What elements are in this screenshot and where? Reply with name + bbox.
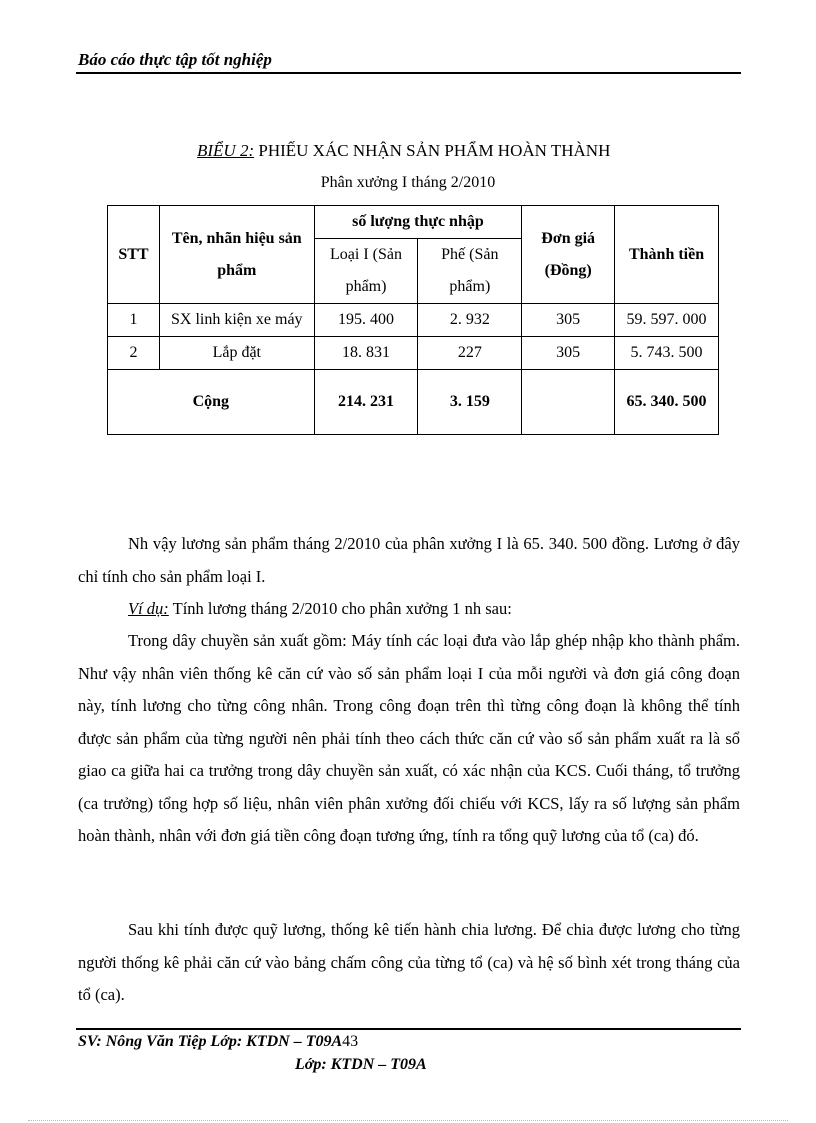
header-stt: STT	[108, 206, 160, 304]
row-product-name: Lắp đặt	[159, 337, 314, 370]
table-subtitle: Phân xưởng I tháng 2/2010	[320, 174, 496, 191]
total-scrap: 3. 159	[418, 370, 522, 435]
row-amount: 5. 743. 500	[615, 337, 719, 370]
row-scrap: 2. 932	[418, 304, 522, 337]
total-type-1: 214. 231	[314, 370, 418, 435]
header-quantity-group: số lượng thực nhập	[314, 206, 522, 239]
paragraph-process-text: Trong dây chuyền sản xuất gồm: Máy tính các loại đưa vào lắp ghép nhập kho thành phẩm. Như vậy nhân viên thống kê căn cứ vào số sản phẩm loại I của mỗi người và đơn giá công đoạn này, tính lương cho từng công nhân. Trong công đoạn trên thì từng công đoạn là không thể tính được sản phẩm của từng người nên phải tính theo cách thức căn cứ vào số sản phẩm xuất ra là sổ giao ca giữa hai ca trưởng trong dây chuyền sản xuất, có xác nhận của KCS. Cuối tháng, tổ trưởng (ca trưởng) tổng hợp số liệu, nhân viên phân xưởng đối chiếu với KCS, lấy ra số lượng sản phẩm hoàn thành, nhân với đơn giá tiền công đoạn tương ứng, tính ra tổng quỹ lương của tổ (ca) đó.	[78, 631, 740, 845]
header-type-1: Loại I (Sản phẩm)	[314, 239, 418, 304]
total-label: Cộng	[108, 370, 315, 435]
footer-class: Lớp: KTDN – T09A	[295, 1056, 427, 1073]
row-unit-price: 305	[522, 337, 615, 370]
header-title: Báo cáo thực tập tốt nghiệp	[78, 50, 272, 69]
table-title-text: PHIẾU XÁC NHẬN SẢN PHẨM HOÀN THÀNH	[258, 141, 611, 160]
row-product-name: SX linh kiện xe máy	[159, 304, 314, 337]
footer-student	[78, 1033, 358, 1051]
header-amount: Thành tiền	[615, 206, 719, 304]
header-scrap: Phế (Sản phẩm)	[418, 239, 522, 304]
row-type-1: 18. 831	[314, 337, 418, 370]
total-amount: 65. 340. 500	[615, 370, 719, 435]
row-stt: 2	[108, 337, 160, 370]
table-header-row	[108, 206, 719, 239]
page-number: 43	[342, 1033, 359, 1050]
example-label: Ví dụ:	[128, 599, 169, 618]
paragraph-distribution	[78, 914, 740, 1012]
table-title-label: BIỂU 2:	[197, 141, 255, 160]
row-scrap: 227	[418, 337, 522, 370]
paragraph-example	[78, 593, 740, 626]
footer-student-text: SV: Nông Văn Tiệp Lớp: KTDN – T09A	[78, 1033, 343, 1050]
header-rule	[76, 72, 741, 74]
paragraph-summary	[78, 528, 740, 593]
row-stt: 1	[108, 304, 160, 337]
row-amount: 59. 597. 000	[615, 304, 719, 337]
paragraph-distribution-text: Sau khi tính được quỹ lương, thống kê tiến hành chia lương. Để chia được lương cho từng người thống kê phải căn cứ vào bảng chấm công của từng tổ (ca) và hệ số bình xét trong tháng của tổ (ca).	[78, 920, 740, 1004]
paragraph-process	[78, 625, 740, 853]
row-type-1: 195. 400	[314, 304, 418, 337]
table-row	[108, 304, 719, 337]
total-unit-price	[522, 370, 615, 435]
paragraph-summary-text: Nh vậy lương sản phẩm tháng 2/2010 của phân xưởng I là 65. 340. 500 đồng. Lương ở đây chỉ tính cho sản phẩm loại I.	[78, 534, 740, 586]
product-confirmation-table	[107, 205, 719, 435]
footer-rule	[76, 1028, 741, 1030]
row-unit-price: 305	[522, 304, 615, 337]
table-title	[197, 141, 610, 161]
table-row	[108, 337, 719, 370]
table-total-row	[108, 370, 719, 435]
header-product-name: Tên, nhãn hiệu sản phẩm	[159, 206, 314, 304]
page-bottom-border	[28, 1120, 788, 1121]
example-text: Tính lương tháng 2/2010 cho phân xưởng 1 nh sau:	[172, 599, 512, 618]
header-unit-price: Đơn giá (Đồng)	[522, 206, 615, 304]
